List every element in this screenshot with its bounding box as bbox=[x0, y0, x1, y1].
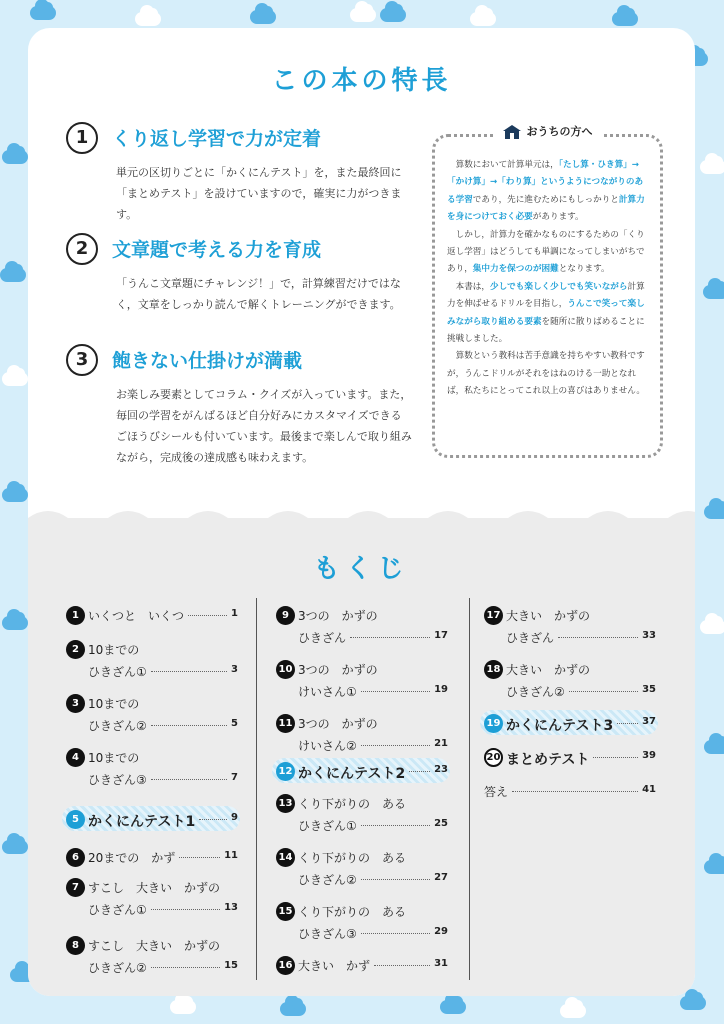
toc-item-5[interactable] bbox=[66, 808, 238, 832]
toc-item-14[interactable] bbox=[276, 846, 448, 892]
toc-item-4[interactable] bbox=[66, 746, 238, 792]
toc-number-badge: 2 bbox=[66, 640, 85, 659]
toc-item-13[interactable] bbox=[276, 792, 448, 838]
dot-leader bbox=[361, 879, 430, 880]
toc-label: 3つの かずの bbox=[298, 717, 378, 731]
toc-number-badge: 3 bbox=[66, 694, 85, 713]
toc-number-badge: 20 bbox=[484, 748, 503, 767]
toc-label: 3つの かずの bbox=[298, 609, 378, 623]
toc-label-line2: ひきざん① bbox=[298, 819, 357, 833]
toc-label-line2: ひきざん① bbox=[88, 903, 147, 917]
toc-label-line2: ひきざん② bbox=[298, 873, 357, 887]
toc-label-line2: けいさん① bbox=[298, 685, 357, 699]
toc-number-badge: 8 bbox=[66, 936, 85, 955]
toc-page-number: 11 bbox=[224, 850, 238, 861]
feature-body: 「うんこ文章題にチャレンジ！」で，計算練習だけではなく，文章をしっかり読んで解くトレーニングができます。 bbox=[116, 277, 401, 311]
toc-label-line2: ひきざん① bbox=[88, 665, 147, 679]
toc-page-number: 7 bbox=[231, 772, 238, 783]
toc-label-line2: ひきざん② bbox=[88, 719, 147, 733]
toc-item-12[interactable] bbox=[276, 760, 448, 784]
toc-page-number: 23 bbox=[434, 764, 448, 775]
toc-label: すこし 大きい かずの bbox=[88, 881, 221, 895]
toc-label-line2: ひきざん② bbox=[506, 685, 565, 699]
toc-item-20[interactable] bbox=[484, 746, 656, 770]
dot-leader bbox=[569, 691, 638, 692]
feature-2 bbox=[66, 233, 416, 343]
toc-title: もくじ bbox=[313, 554, 410, 584]
toc-label: いくつと いくつ bbox=[88, 609, 185, 623]
toc-number-badge: 14 bbox=[276, 848, 295, 867]
dot-leader bbox=[593, 757, 638, 758]
toc-page-number: 41 bbox=[642, 784, 656, 795]
toc-number-badge: 11 bbox=[276, 714, 295, 733]
toc-label: 3つの かずの bbox=[298, 663, 378, 677]
toc-item-18[interactable] bbox=[484, 658, 656, 704]
house-icon bbox=[503, 125, 521, 139]
feature-number: 2 bbox=[66, 233, 98, 265]
feature-number: 1 bbox=[66, 122, 98, 154]
feature-title: 文章題で考える力を育成 bbox=[112, 239, 322, 261]
toc-label: 10までの bbox=[88, 751, 140, 765]
toc-label: くり下がりの ある bbox=[298, 851, 407, 865]
toc-label: 答え bbox=[484, 785, 509, 799]
toc-label-line2: けいさん② bbox=[298, 739, 357, 753]
toc-item-19[interactable] bbox=[484, 712, 656, 736]
dot-leader bbox=[151, 967, 220, 968]
toc-label-line2: ひきざん bbox=[506, 631, 555, 645]
toc-label: 大きい かずの bbox=[506, 663, 591, 677]
toc-label-line2: ひきざん③ bbox=[298, 927, 357, 941]
dot-leader bbox=[188, 615, 227, 616]
toc-number-badge: 15 bbox=[276, 902, 295, 921]
toc-label: くり下がりの ある bbox=[298, 797, 407, 811]
dot-leader bbox=[151, 909, 220, 910]
toc-label: 大きい かずの bbox=[506, 609, 591, 623]
toc-page-number: 25 bbox=[434, 818, 448, 829]
dot-leader bbox=[151, 725, 227, 726]
dot-leader bbox=[512, 791, 638, 792]
toc-page-number: 15 bbox=[224, 960, 238, 971]
toc-label: 20までの かず bbox=[88, 851, 176, 865]
feature-3 bbox=[66, 344, 416, 484]
toc-number-badge: 7 bbox=[66, 878, 85, 897]
feature-1 bbox=[66, 122, 416, 232]
toc-number-badge: 19 bbox=[484, 714, 503, 733]
dot-leader bbox=[374, 965, 430, 966]
column-divider bbox=[469, 598, 470, 980]
dot-leader bbox=[350, 637, 430, 638]
toc-page-number: 9 bbox=[231, 812, 238, 823]
toc-number-badge: 4 bbox=[66, 748, 85, 767]
toc-page-number: 33 bbox=[642, 630, 656, 641]
toc-page-number: 31 bbox=[434, 958, 448, 969]
toc-label: 10までの bbox=[88, 697, 140, 711]
toc-page-number: 29 bbox=[434, 926, 448, 937]
toc-page-number: 27 bbox=[434, 872, 448, 883]
toc-item-6[interactable] bbox=[66, 846, 238, 870]
column-divider bbox=[256, 598, 257, 980]
toc-number-badge: 18 bbox=[484, 660, 503, 679]
toc-item-17[interactable] bbox=[484, 604, 656, 650]
feature-body: 単元の区切りごとに「かくにんテスト」を，また最終回に「まとめテスト」を設けていますので，確実に力がつきます。 bbox=[116, 166, 402, 221]
note-body: 算数において計算単元は，「たし算・ひき算」→「かけ算」→「わり算」というようにつながりのある学習であり，先に進むためにもしっかりと計算力を身につけておく必要があります。 しかし，計算力を確かなものにするための「くり返し学習」はどうしても単調になってしまいがちであり，集中力を保つのが困難となります。 本書は，少しでも楽しく少しでも笑いながら計算力を伸ばせるドリルを目指し，うんこで笑って楽しみながら取り組める要素を随所に散りばめることに挑戦しました。 算数という教科は苦手意識を持ちやすい教科ですが，うんこドリルがそれをはねのける一助となれば，私たちにとってこれ以上の喜びはありません。 bbox=[447, 160, 646, 397]
note-heading-text: おうちの方へ bbox=[526, 125, 593, 138]
toc-page-number: 37 bbox=[642, 716, 656, 727]
dot-leader bbox=[361, 825, 430, 826]
toc-page-number: 35 bbox=[642, 684, 656, 695]
page-title: この本の特長 bbox=[271, 66, 452, 96]
toc-item-8[interactable] bbox=[66, 934, 238, 980]
toc-page-number: 13 bbox=[224, 902, 238, 913]
toc-label: 10までの bbox=[88, 643, 140, 657]
feature-title: 飽きない仕掛けが満載 bbox=[112, 350, 303, 372]
toc-number-badge: 9 bbox=[276, 606, 295, 625]
toc-label: かくにんテスト2 bbox=[298, 766, 406, 782]
wave-divider bbox=[28, 504, 695, 520]
toc-item-16[interactable] bbox=[276, 954, 448, 978]
toc-page-number: 21 bbox=[434, 738, 448, 749]
dot-leader bbox=[179, 857, 220, 858]
toc-page-number: 3 bbox=[231, 664, 238, 675]
page-card bbox=[28, 28, 695, 996]
toc-page-number: 17 bbox=[434, 630, 448, 641]
dot-leader bbox=[558, 637, 638, 638]
toc-item-9[interactable] bbox=[276, 604, 448, 650]
toc-number-badge: 16 bbox=[276, 956, 295, 975]
toc-item-3[interactable] bbox=[66, 692, 238, 738]
toc-item-1[interactable] bbox=[66, 604, 238, 628]
toc-number-badge: 17 bbox=[484, 606, 503, 625]
dot-leader bbox=[361, 745, 430, 746]
toc-item-11[interactable] bbox=[276, 712, 448, 758]
toc-label-line2: ひきざん bbox=[298, 631, 347, 645]
toc-number-badge: 13 bbox=[276, 794, 295, 813]
toc-label: くり下がりの ある bbox=[298, 905, 407, 919]
toc-label: かくにんテスト3 bbox=[506, 718, 614, 734]
feature-body: お楽しみ要素としてコラム・クイズが入っています。また，毎回の学習をがんばるほど自分好みにカスタマイズできるごほうびシールも付いています。最後まで楽しんで取り組みながら，完成後の達成感も味わえます。 bbox=[116, 388, 412, 464]
toc-label: 大きい かず bbox=[298, 959, 371, 973]
toc-item-answers[interactable] bbox=[484, 780, 656, 804]
dot-leader bbox=[409, 771, 430, 772]
toc-item-15[interactable] bbox=[276, 900, 448, 946]
toc-number-badge: 6 bbox=[66, 848, 85, 867]
dot-leader bbox=[361, 691, 430, 692]
feature-title: くり返し学習で力が定着 bbox=[112, 128, 322, 150]
note-heading bbox=[493, 123, 603, 139]
toc-item-10[interactable] bbox=[276, 658, 448, 704]
dot-leader bbox=[151, 671, 227, 672]
toc-number-badge: 10 bbox=[276, 660, 295, 679]
toc-number-badge: 1 bbox=[66, 606, 85, 625]
dot-leader bbox=[151, 779, 227, 780]
dot-leader bbox=[361, 933, 430, 934]
toc-page-number: 1 bbox=[231, 608, 238, 619]
feature-number: 3 bbox=[66, 344, 98, 376]
toc-page-number: 5 bbox=[231, 718, 238, 729]
toc-label: かくにんテスト1 bbox=[88, 814, 196, 830]
toc-label-line2: ひきざん③ bbox=[88, 773, 147, 787]
toc-number-badge: 5 bbox=[66, 810, 85, 829]
toc-section bbox=[28, 518, 695, 996]
toc-label-line2: ひきざん② bbox=[88, 961, 147, 975]
toc-item-7[interactable] bbox=[66, 876, 238, 922]
parents-note bbox=[432, 125, 663, 458]
toc-page-number: 19 bbox=[434, 684, 448, 695]
dot-leader bbox=[617, 723, 638, 724]
toc-number-badge: 12 bbox=[276, 762, 295, 781]
toc-page-number: 39 bbox=[642, 750, 656, 761]
dot-leader bbox=[199, 819, 227, 820]
toc-item-2[interactable] bbox=[66, 638, 238, 684]
toc-label: すこし 大きい かずの bbox=[88, 939, 221, 953]
toc-label: まとめテスト bbox=[506, 752, 590, 768]
